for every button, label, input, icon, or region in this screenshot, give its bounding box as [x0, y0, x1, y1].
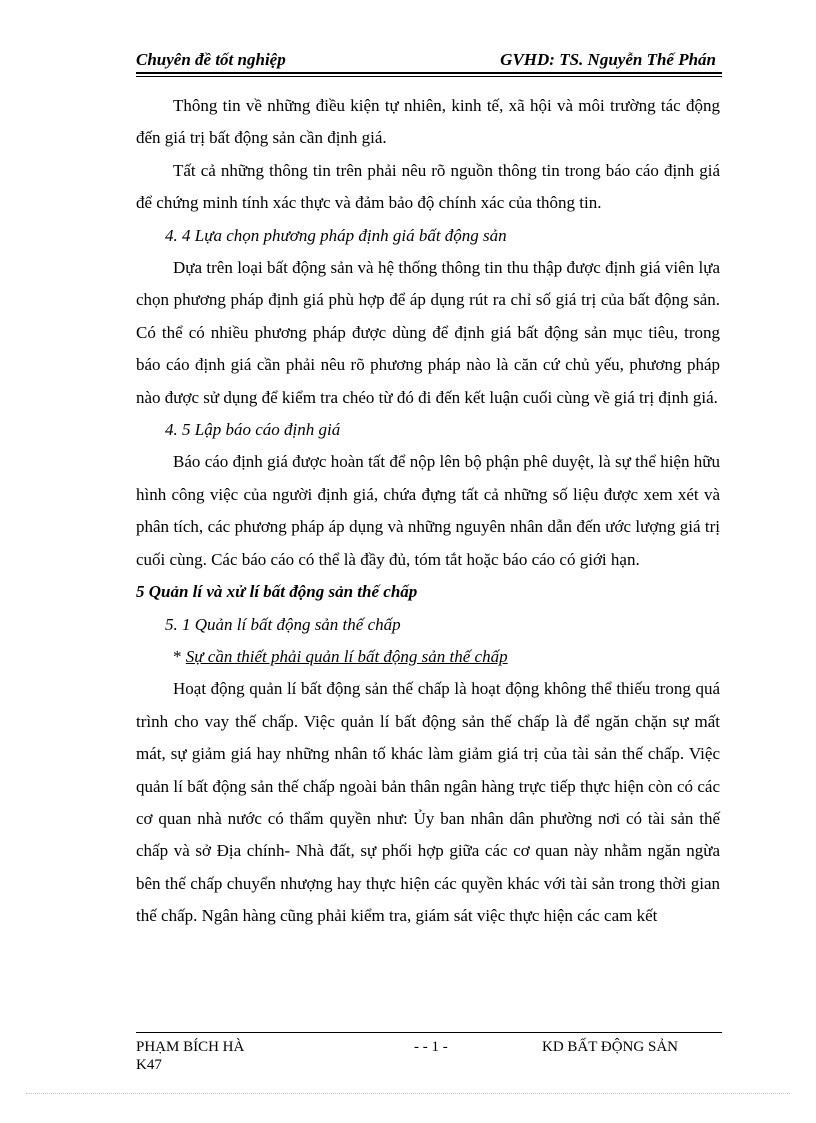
subheading-text: Sự cần thiết phải quản lí bất động sản thế chấp	[185, 646, 508, 666]
paragraph: Tất cả những thông tin trên phải nêu rõ nguồn thông tin trong báo cáo định giá để chứng minh tính xác thực và đảm bảo độ chính xác của thông tin.	[136, 160, 720, 213]
document-body	[136, 90, 720, 933]
header-rule	[136, 72, 722, 74]
paragraph: Hoạt động quản lí bất động sản thế chấp là hoạt động không thể thiếu trong quá trình cho vay thế chấp. Việc quản lí bất động sản thế chấp là để ngăn chặn sự mất mát, sự giảm giá hay những nhân tố khác làm giảm giá trị của tài sản thế chấp. Việc quản lí bất động sản thế chấp ngoài bản thân ngân hàng trực tiếp thực hiện còn có các cơ quan nhà nước có thẩm quyền như: Ủy ban nhân dân phường nơi có tài sản thế chấp và sở Địa chính- Nhà đất, sự phối hợp giữa các cơ quan này nhằm ngăn ngừa bên thế chấp chuyển nhượng hay thực hiện các quyền khác với tài sản trong thời gian thế chấp. Ngân hàng cũng phải kiểm tra, giám sát việc thực hiện các cam kết	[136, 679, 720, 926]
department: KD BẤT ĐỘNG SẢN	[542, 1039, 678, 1055]
paragraph: Dựa trên loại bất động sản và hệ thống thông tin thu thập được định giá viên lựa chọn phương pháp định giá phù hợp để áp dụng rút ra chỉ số giá trị của bất động sản. Có thể có nhiều phương pháp được dùng để định giá bất động sản mục tiêu, trong báo cáo định giá cần phải nêu rõ phương pháp nào là căn cứ chủ yếu, phương pháp nào được sử dụng để kiểm tra chéo từ đó đi đến kết luận cuối cùng về giá trị định giá.	[136, 258, 720, 407]
section-heading-5-1: 5. 1 Quản lí bất động sản thế chấp	[165, 614, 401, 634]
section-heading-4-5: 4. 5 Lập báo cáo định giá	[165, 420, 341, 440]
page-number: - - 1 -	[414, 1039, 448, 1055]
paragraph: Báo cáo định giá được hoàn tất để nộp lên bộ phận phê duyệt, là sự thể hiện hữu hình công việc của người định giá, chứa đựng tất cả những số liệu được xem xét và phân tích, các phương pháp áp dụng và những nguyên nhân dẫn đến ước lượng giá trị cuối cùng. Các báo cáo có thể là đầy đủ, tóm tắt hoặc báo cáo có giới hạn.	[136, 452, 720, 569]
page-header	[136, 48, 720, 72]
footer-rule	[136, 1032, 722, 1033]
section-heading-4-4: 4. 4 Lựa chọn phương pháp định giá bất động sản	[165, 225, 507, 245]
subheading-star	[136, 641, 720, 673]
author-class: K47	[136, 1057, 162, 1073]
header-rule-thin	[136, 76, 722, 77]
supervisor-name: GVHD: TS. Nguyễn Thế Phán	[500, 50, 716, 69]
star-bullet: *	[173, 646, 186, 666]
page-bottom-dotted-line	[26, 1093, 790, 1094]
paragraph: Thông tin về những điều kiện tự nhiên, kinh tế, xã hội và môi trường tác động đến giá trị bất động sản cần định giá.	[136, 96, 720, 148]
section-heading-5: 5 Quản lí và xử lí bất động sản thế chấp	[136, 582, 418, 602]
thesis-title: Chuyên đề tốt nghiệp	[136, 50, 286, 69]
author-name: PHẠM BÍCH HÀ	[136, 1039, 245, 1055]
